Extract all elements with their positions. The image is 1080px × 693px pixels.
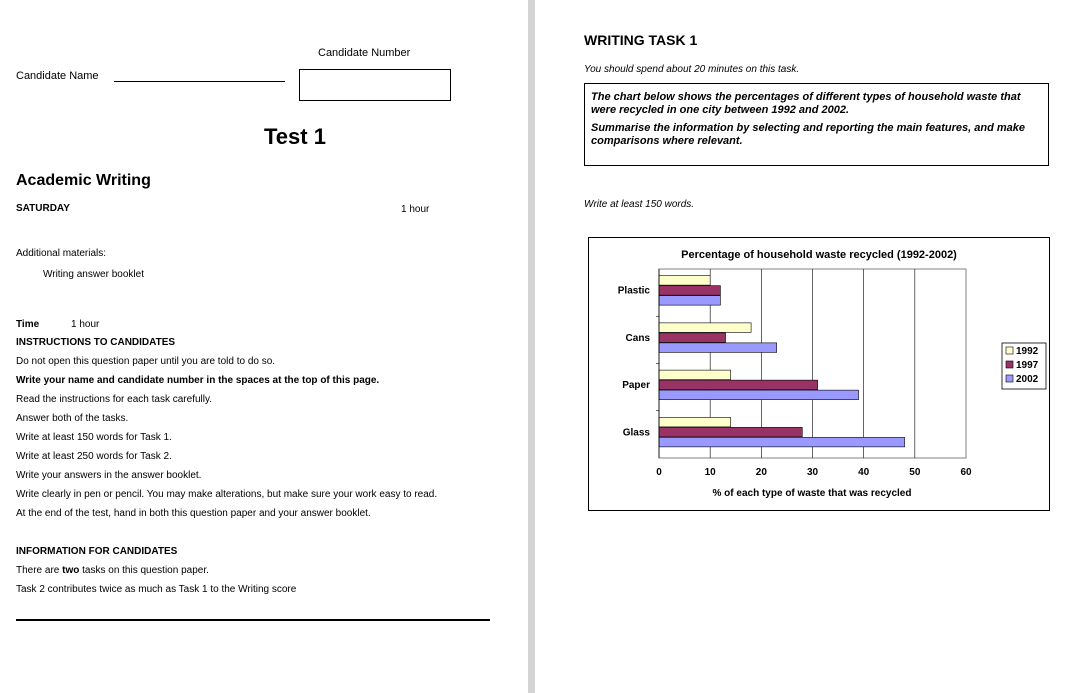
category-label: Plastic	[617, 285, 650, 297]
legend-swatch	[1006, 361, 1013, 368]
section-title: Academic Writing	[16, 172, 151, 189]
candidate-name-label: Candidate Name	[16, 70, 99, 82]
category-label: Paper	[622, 380, 650, 392]
instruction-line: Write clearly in pen or pencil. You may make alterations, but make sure your work easy to read.	[16, 489, 438, 500]
prompt-text: Summarise the information by selecting and reporting the main features, and make comparisons where relevant.	[591, 122, 1025, 147]
bar	[659, 343, 777, 353]
x-tick-label: 20	[755, 467, 767, 478]
test-title: Test 1	[264, 124, 326, 149]
additional-materials-label: Additional materials:	[16, 248, 107, 259]
category-label: Glass	[622, 427, 650, 439]
info-emphasis: two	[62, 565, 80, 576]
instructions-heading: INSTRUCTIONS TO CANDIDATES	[16, 337, 176, 348]
time-value: 1 hour	[71, 319, 100, 330]
information-line-2: Task 2 contributes twice as much as Task 1 to the Writing score	[16, 584, 297, 595]
bar	[659, 437, 905, 447]
exam-day: SATURDAY	[16, 203, 70, 214]
chart-title: Percentage of household waste recycled (1992-2002)	[681, 249, 957, 261]
bar	[659, 370, 731, 380]
bar	[659, 390, 859, 400]
question-paper-cover	[0, 0, 528, 693]
instruction-line: Write your answers in the answer booklet.	[16, 470, 202, 481]
legend-label: 2002	[1016, 374, 1039, 385]
time-label: Time	[16, 319, 40, 330]
writing-task-page	[535, 0, 1080, 693]
bar	[659, 380, 818, 390]
recycling-bar-chart	[588, 237, 1050, 511]
x-tick-label: 0	[656, 467, 662, 478]
bar	[659, 276, 710, 286]
instruction-line: Write at least 150 words for Task 1.	[16, 432, 172, 443]
bar	[659, 323, 751, 333]
legend-swatch	[1006, 347, 1013, 354]
bar	[659, 296, 720, 306]
information-heading: INFORMATION FOR CANDIDATES	[16, 546, 178, 557]
task-prompt-box	[584, 83, 1049, 166]
x-tick-label: 10	[704, 467, 716, 478]
exam-duration: 1 hour	[401, 204, 430, 215]
task-heading: WRITING TASK 1	[584, 32, 698, 48]
time-advice: You should spend about 20 minutes on this task.	[584, 64, 800, 75]
legend-label: 1997	[1016, 360, 1039, 371]
instruction-line: Write at least 250 words for Task 2.	[16, 451, 172, 462]
candidate-name-line	[114, 81, 285, 82]
info-text: tasks on this question paper.	[79, 565, 209, 576]
info-text: There are	[16, 565, 63, 576]
page-gutter	[528, 0, 535, 693]
x-tick-label: 30	[806, 467, 819, 478]
candidate-number-box	[299, 69, 451, 101]
bar	[659, 286, 720, 296]
legend-label: 1992	[1016, 346, 1039, 357]
information-line-1	[16, 565, 209, 576]
bar	[659, 427, 802, 437]
bar	[659, 417, 731, 427]
instruction-line: At the end of the test, hand in both this question paper and your answer booklet.	[16, 508, 371, 519]
legend-swatch	[1006, 375, 1013, 382]
instruction-line: Read the instructions for each task carefully.	[16, 394, 213, 405]
candidate-number-label: Candidate Number	[318, 47, 411, 59]
category-label: Cans	[625, 332, 650, 344]
x-axis-label: % of each type of waste that was recycled	[712, 488, 912, 499]
bar	[659, 333, 726, 343]
word-count-instruction: Write at least 150 words.	[584, 199, 695, 210]
bottom-rule	[16, 619, 490, 621]
instruction-line: Answer both of the tasks.	[16, 413, 129, 424]
prompt-text: The chart below shows the percentages of different types of household waste that were recycled in one city between 1992 and 2002.	[591, 91, 1021, 116]
x-tick-label: 60	[960, 467, 972, 478]
instruction-line: Write your name and candidate number in the spaces at the top of this page.	[16, 375, 380, 386]
additional-materials-item: Writing answer booklet	[43, 269, 144, 280]
x-tick-label: 40	[858, 467, 870, 478]
instruction-line: Do not open this question paper until you are told to do so.	[16, 356, 276, 367]
x-tick-label: 50	[909, 467, 921, 478]
